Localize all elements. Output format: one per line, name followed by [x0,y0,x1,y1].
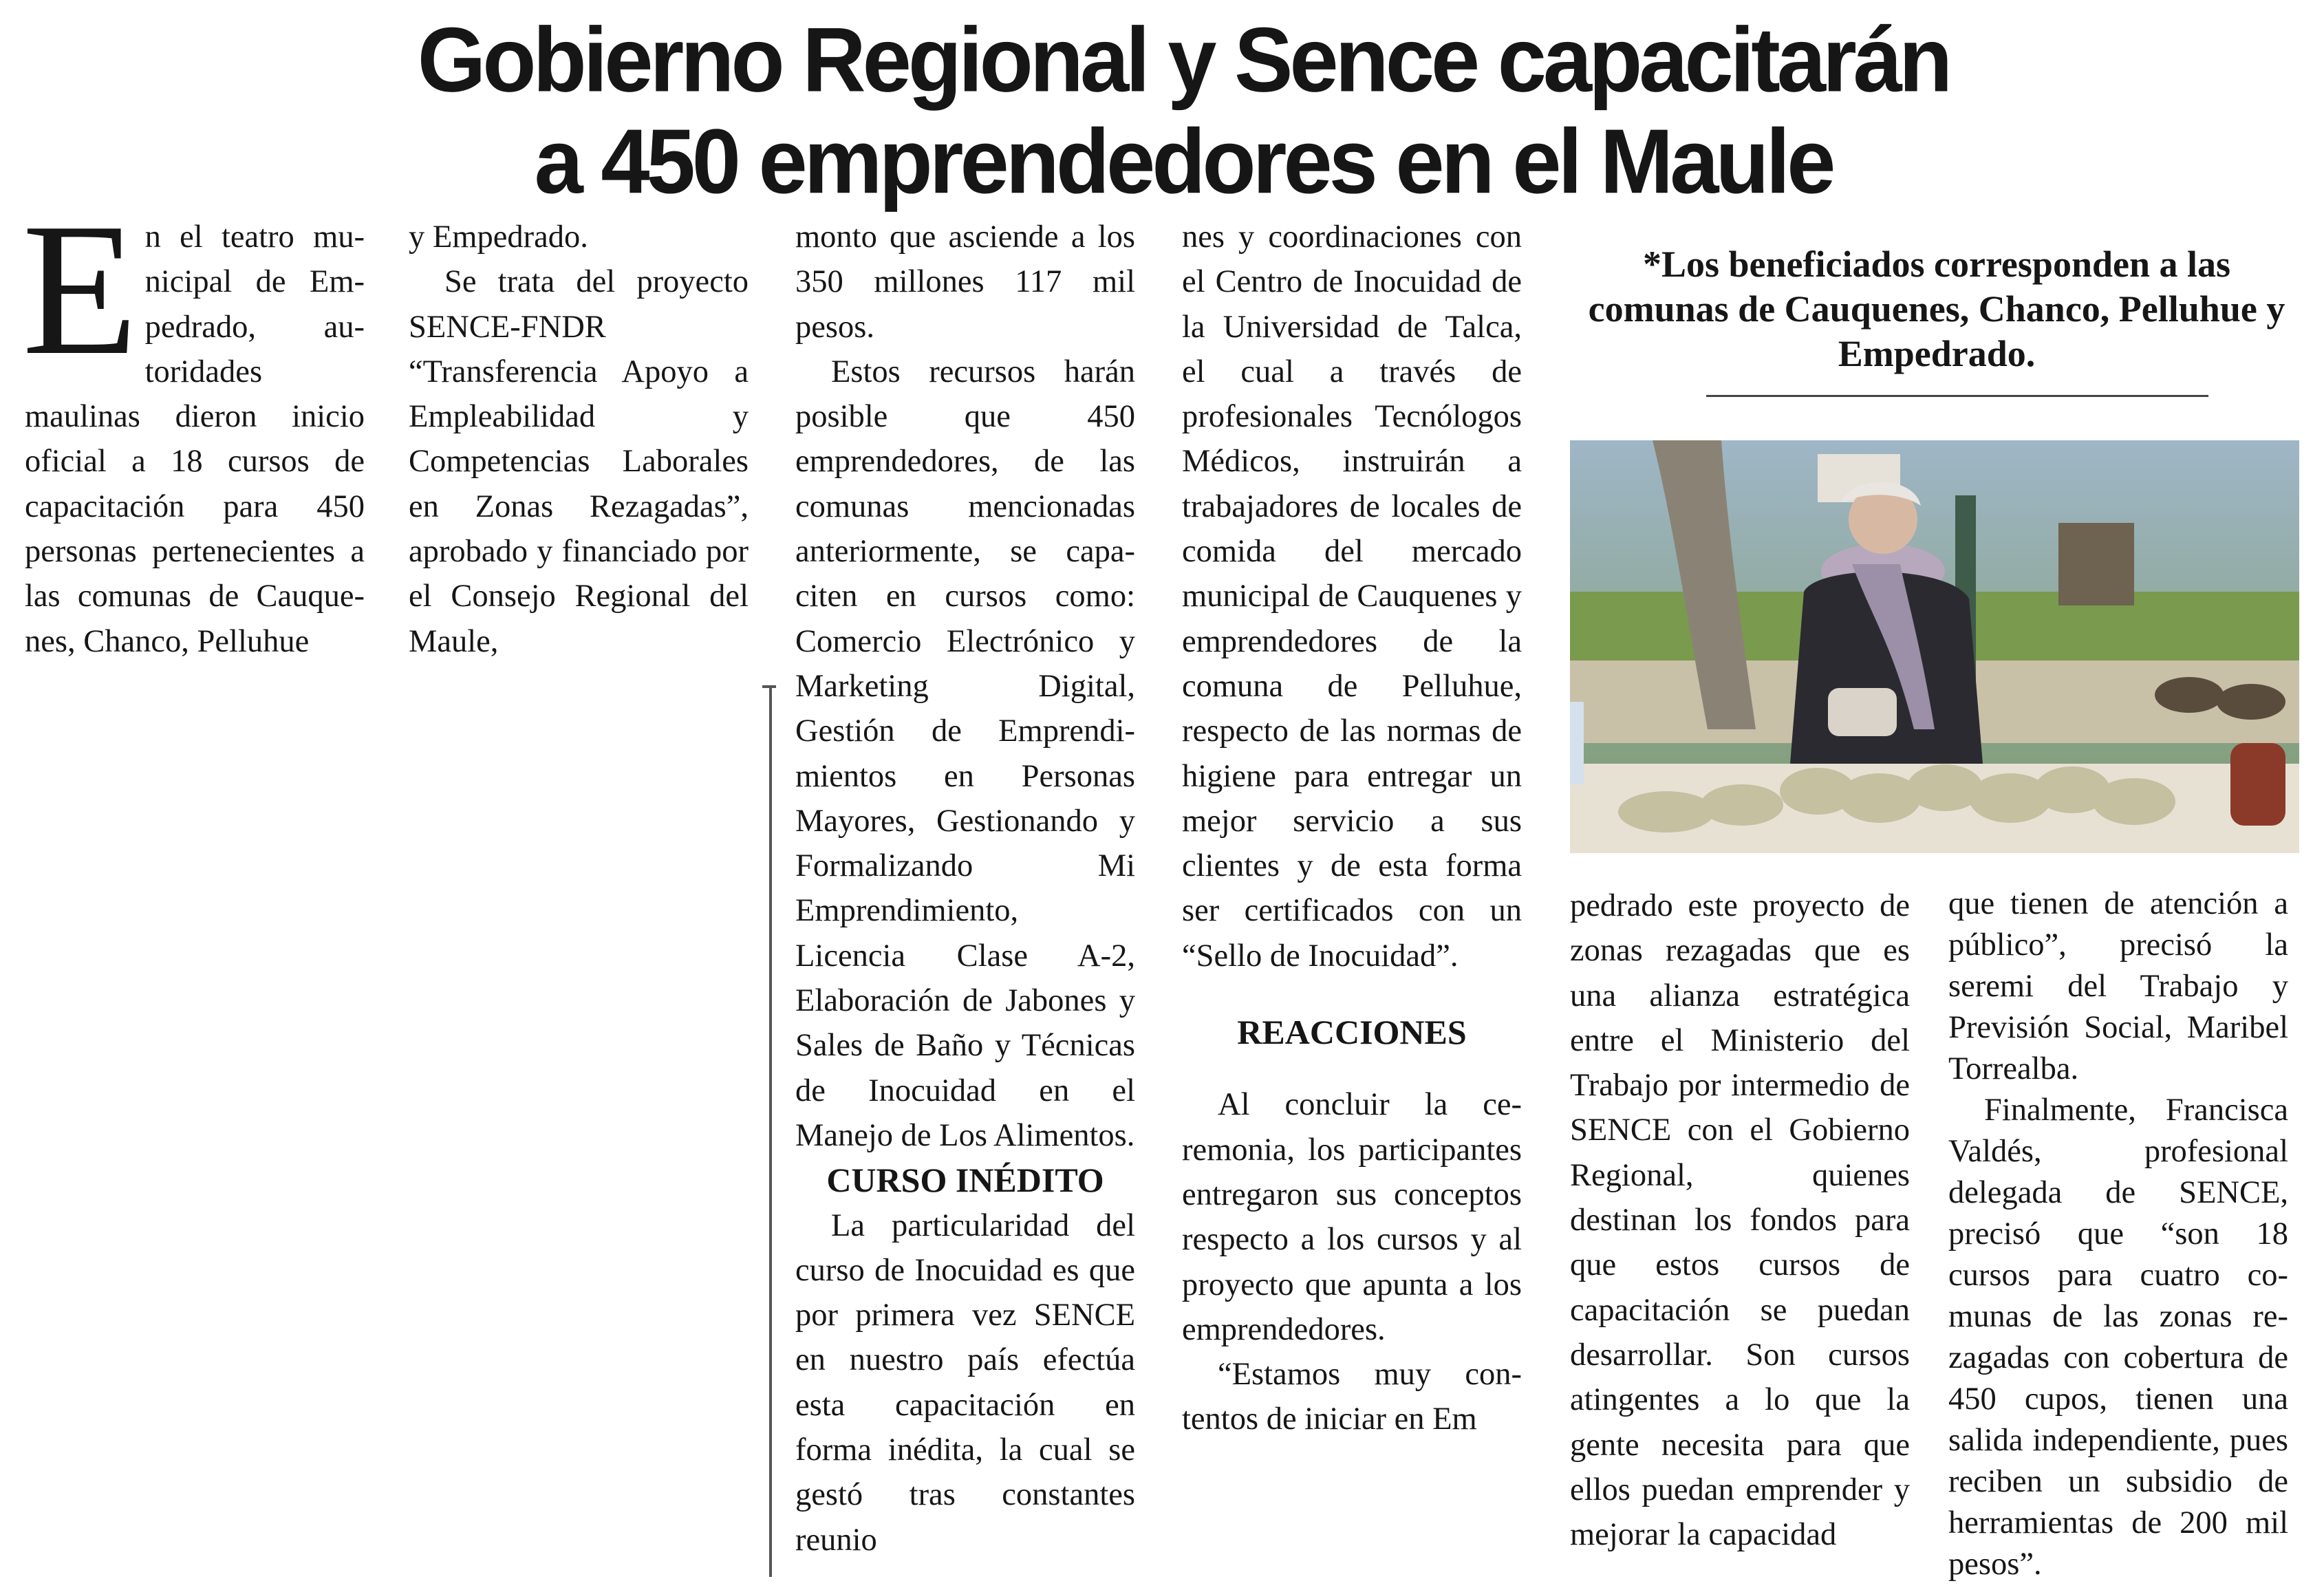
column-3-paragraph-3: La particularidad del curso de Inocuidad es que por primera vez SENCE en nuestro país efectúa esta capacitación en forma inédita, la cual se gestó tras constantes reunio [795,1207,1135,1558]
headline-line-1: Gobierno Regional y Sence capacitarán [417,8,1950,111]
subheading-reacciones: REACCIONES [1237,1013,1467,1052]
column-6-paragraph-2: Finalmente, Francisca Valdés, profesional delegada de SENCE, precisó que “son 18 cursos para cuatro comunas de las zonas rezagadas con cobertura de 450 cupos, tienen una salida independiente, pues reciben un subsidio de herramientas de 200 mil pesos”. [1948,1093,2288,1582]
drop-cap: E [22,184,138,394]
article-column-5 [1570,883,1910,1557]
article-column-1 [22,184,365,664]
article-column-3 [795,215,1135,1562]
article-column-2 [409,215,749,664]
news-photo [1570,440,2299,853]
article-column-6 [1948,883,2288,1585]
photo-illustration [1570,440,2299,853]
column-3-paragraph-2: Estos recursos harán posible que 450 emprendedores, de las comunas mencionadas anteriormente, se capaciten en cursos como: Comercio Electrónico y Marketing Digital, Gestión de Emprendimientos en Personas Mayores, Gestionando y Formalizando Mi Emprendimiento, Licencia Clase A-2, Elaboración de Jabones y Sales de Baño y Técnicas de Inocuidad en el Manejo de Los Alimentos. [795,354,1135,1153]
column-4-paragraph-1: nes y coordinaciones con el Centro de Inocuidad de la Universidad de Talca, el cual a través de profesionales Tecnólogos Médicos, instruirán a trabajadores de locales de comida del mercado municipal de Cauquenes y emprendedores de la comuna de Pelluhue, respecto de las normas de higiene para entregar un mejor servicio a sus clientes y de esta forma ser certificados con un “Sello de Inocuidad”. [1182,219,1522,974]
column-4-paragraph-2: Al concluir la ceremonia, los participantes entregaron sus conceptos respecto a los cursos y al proyecto que apunta a los emprendedores. [1182,1087,1522,1347]
headline-line-2: a 450 emprendedores en el Maule [534,110,1833,213]
headline [206,10,2160,213]
article-column-4 [1182,215,1522,1442]
column-2-paragraph-1: y Empedrado. [409,219,588,255]
column-4-paragraph-3: “Estamos muy contentos de iniciar en Em [1182,1357,1522,1437]
column-rule [769,685,772,1577]
column-6-paragraph-1: que tienen de atención a público”, precisó la seremi del Trabajo y Previsión Social, Maribel Torrealba. [1948,886,2288,1086]
pull-quote-rule [1706,395,2208,397]
subheading-curso-inedito: CURSO INÉDITO [826,1161,1104,1200]
column-3-paragraph-1: monto que asciende a los 350 millones 117 mil pesos. [795,219,1135,345]
column-1-text: n el teatro municipal de Empedrado, autoridades maulinas dieron inicio oficial a 18 cursos de capacitación para 450 personas pertenecientes a las comunas de Cauquenes, Chanco, Pelluhue [25,219,365,659]
pull-quote: *Los beneficiados corresponden a las comunas de Cauquenes, Chanco, Pelluhue y Empedrado. [1588,244,2285,374]
column-2-paragraph-2: Se trata del proyecto SENCE-FNDR “Transferencia Apoyo a Empleabilidad y Competencias Laborales en Zonas Rezagadas”, aprobado y financiado por el Consejo Regional del Maule, [409,264,749,659]
column-5-text: pedrado este proyecto de zonas rezagadas que es una alianza estratégica entre el Ministerio del Trabajo por intermedio de SENCE con el Gobierno Regional, quienes destinan los fondos para que estos cursos de capacitación se puedan desarrollar. Son cursos atingentes a lo que la gente necesita para que ellos puedan emprender y mejorar la capacidad [1570,888,1910,1553]
